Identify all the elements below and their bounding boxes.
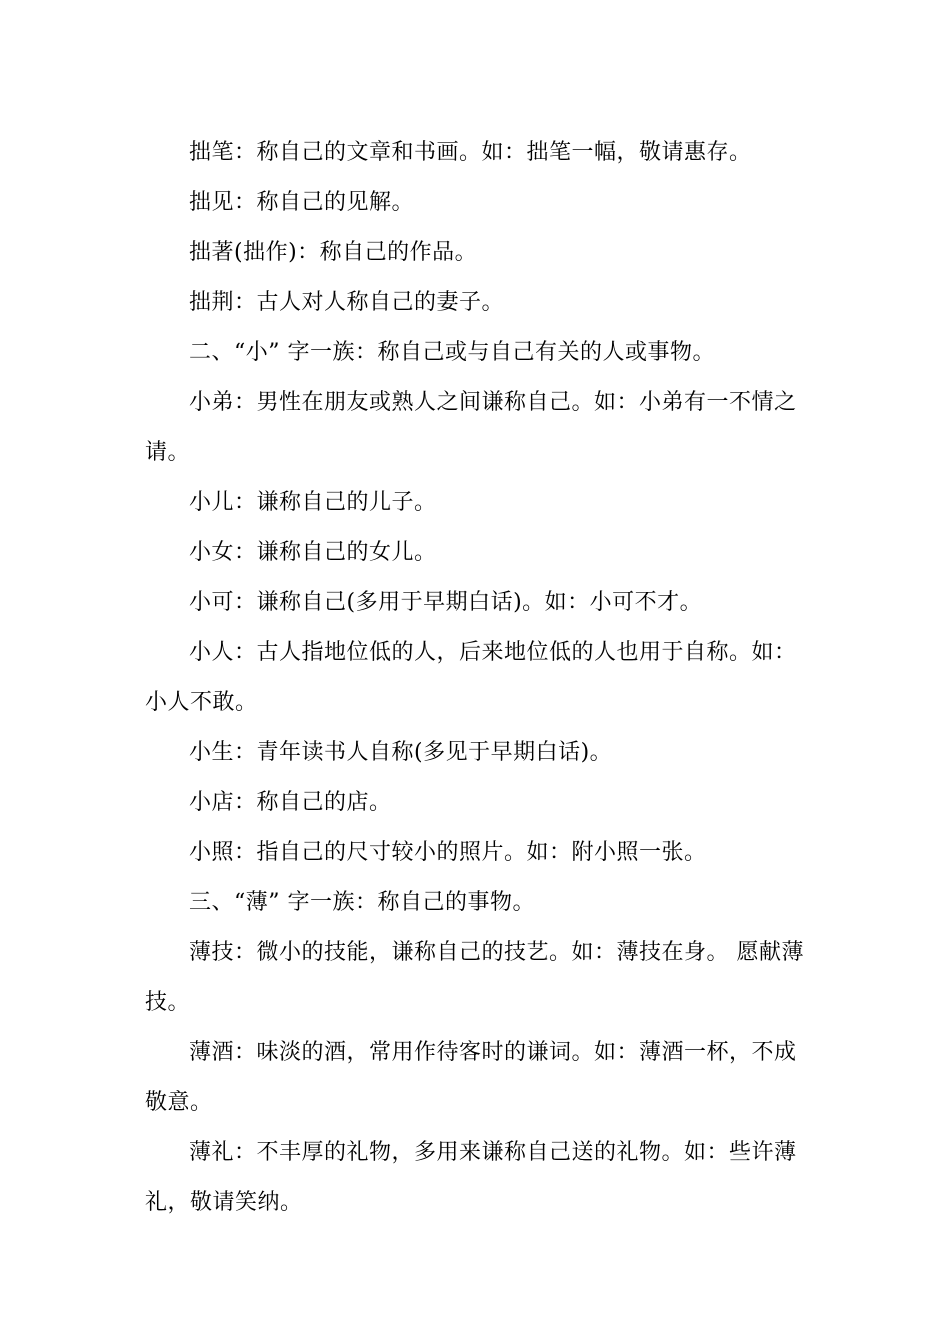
paragraph-xiaodian: 小店：称自己的店。	[189, 790, 392, 815]
paragraph-xiaoer: 小儿：谦称自己的儿子。	[189, 490, 437, 515]
paragraph-xiaoren: 小人：古人指地位低的人，后来地位低的人也用于自称。如：小人不敢。	[145, 640, 797, 715]
paragraph-xiaoke: 小可：谦称自己(多用于早期白话)。如：小可不才。	[189, 590, 703, 615]
paragraph-xiaodi: 小弟：男性在朋友或熟人之间谦称自己。如：小弟有一不情之请。	[145, 390, 797, 465]
paragraph-zhuojian: 拙见：称自己的见解。	[189, 190, 415, 215]
paragraph-zhuozhu: 拙著(拙作)：称自己的作品。	[189, 240, 478, 265]
paragraph-boji: 薄技：微小的技能，谦称自己的技艺。如：薄技在身。 愿献薄技。	[145, 940, 804, 1015]
paragraph-xiaosheng: 小生：青年读书人自称(多见于早期白话)。	[189, 740, 613, 765]
document-page	[145, 128, 807, 1228]
section-heading-bo: 三、“薄” 字一族：称自己的事物。	[189, 890, 535, 915]
paragraph-zhuojing: 拙荆：古人对人称自己的妻子。	[189, 290, 505, 315]
paragraph-zhuobi: 拙笔：称自己的文章和书画。如：拙笔一幅，敬请惠存。	[189, 140, 752, 165]
section-heading-xiao: 二、“小” 字一族：称自己或与自己有关的人或事物。	[189, 340, 715, 365]
paragraph-bojiu: 薄酒：味淡的酒，常用作待客时的谦词。如：薄酒一杯，不成敬意。	[145, 1040, 797, 1115]
paragraph-xiaonv: 小女：谦称自己的女儿。	[189, 540, 437, 565]
paragraph-boli: 薄礼：不丰厚的礼物，多用来谦称自己送的礼物。如：些许薄礼，敬请笑纳。	[145, 1140, 797, 1215]
paragraph-xiaozhao: 小照：指自己的尺寸较小的照片。如：附小照一张。	[189, 840, 707, 865]
